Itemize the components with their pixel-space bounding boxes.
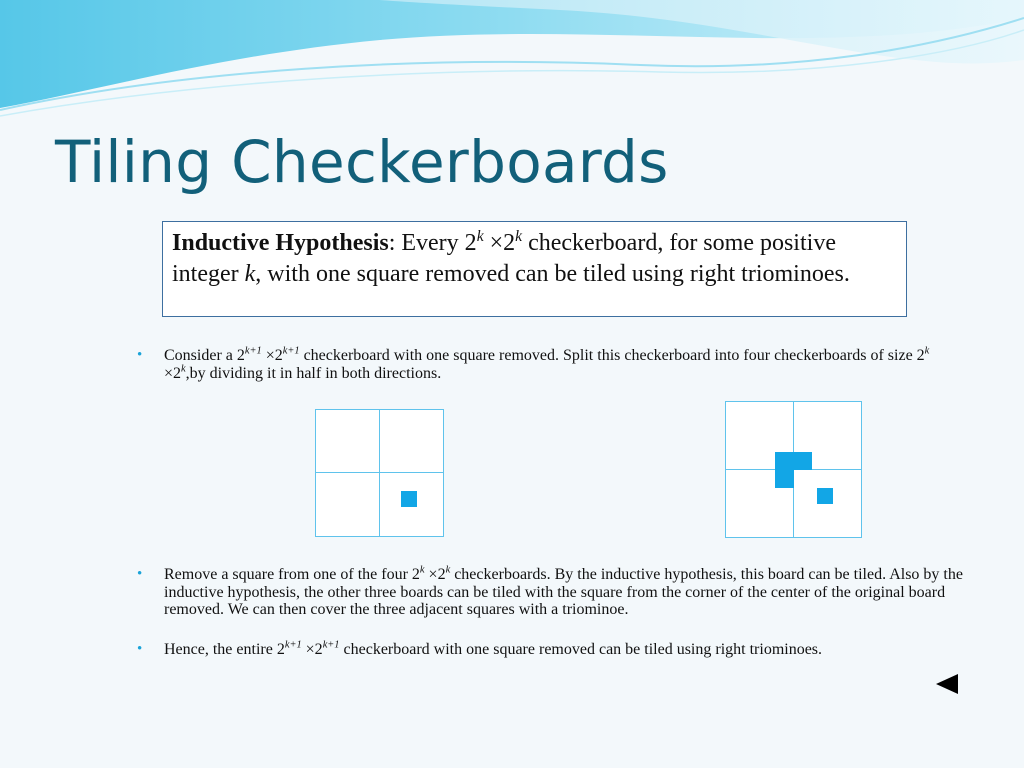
slide-title: Tiling Checkerboards [55,128,669,196]
bullet-text: checkerboards. By the inductive hypothesis, this board can be tiled. Also by the inductive hypothesis, the other three boards can be tiled with the square from the corner of the center of the original board removed. We can then cover the three adjacent squares with a triominoe. [164,566,963,618]
hypothesis-text: : Every 2 [388,230,477,256]
bullet-text: Consider a 2 [164,347,245,364]
exponent: k+1 [284,639,302,651]
exponent: k [445,564,451,576]
bullet-text: checkerboard with one square removed can be tiled using right triominoes. [339,641,823,658]
bullet-text: checkerboard with one square removed. Split this checkerboard into four checkerboards of size 2 [299,347,925,364]
exponent: k+1 [244,345,262,357]
exponent: k [515,228,523,245]
bullet-text: Hence, the entire 2 [164,641,285,658]
variable-k: k [244,261,256,287]
checkerboard-triomino-diagram [725,401,863,539]
inductive-hypothesis-box [162,221,907,317]
checkerboard-split-diagram [315,409,445,538]
header-wave-decoration [0,0,1024,130]
exponent: k+1 [322,639,340,651]
bullet-text: ×2 [301,641,323,658]
back-arrow-icon[interactable] [936,674,958,694]
bullet-text: Remove a square from one of the four 2 [164,566,420,583]
bullet-text: ×2 [261,347,283,364]
removed-square [817,488,833,504]
hypothesis-label: Inductive Hypothesis [172,230,389,256]
hypothesis-text: checkerboard, for some positive integer [172,230,836,287]
exponent: k [924,345,930,357]
hypothesis-text: ×2 [483,230,516,256]
exponent: k+1 [282,345,300,357]
bullet-text: ×2 [424,566,446,583]
exponent: k [419,564,425,576]
bullet-remove-square [164,566,964,619]
bullet-hence [164,641,964,659]
hypothesis-text: , with one square removed can be tiled using right triominoes. [255,261,850,287]
exponent: k [476,228,484,245]
bullet-text: ×2 [164,364,182,382]
bullet-text: ,by dividing it in half in both directions. [185,364,442,382]
bullet-consider [164,347,964,382]
removed-square [401,491,417,507]
exponent: k [181,363,186,375]
